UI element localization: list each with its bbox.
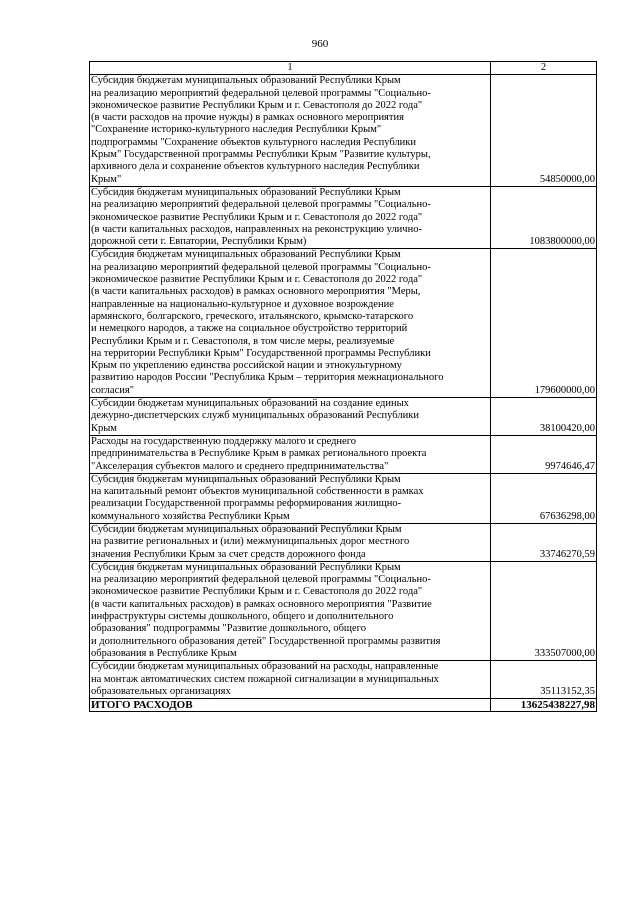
expense-description: [90, 435, 491, 473]
description-line: Расходы на государственную поддержку малого и среднего: [91, 435, 357, 447]
description-line: "Акселерация субъектов малого и среднего предпринимательства": [91, 460, 389, 472]
description-line: Крым" Государственной программы Республики Крым "Развитие культуры,: [91, 149, 431, 161]
description-line: на реализацию мероприятий федеральной целевой программы "Социально-: [91, 199, 431, 211]
table-row: [90, 473, 597, 523]
description-line: на монтаж автоматических систем пожарной сигнализации в муниципальных: [91, 673, 439, 685]
description-line: (в части капитальных расходов) в рамках основного мероприятия "Меры,: [91, 286, 421, 298]
expense-amount: 38100420,00: [491, 398, 597, 436]
expense-amount: 33746270,59: [491, 523, 597, 561]
expense-amount: 333507000,00: [491, 561, 597, 660]
description-line: значения Республики Крым за счет средств дорожного фонда: [91, 548, 366, 560]
expense-description: [90, 398, 491, 436]
table-row: [90, 661, 597, 699]
description-line: реализации Государственной программы реформирования жилищно-: [91, 498, 402, 510]
description-line: экономическое развитие Республики Крым и г. Севастополя до 2022 года": [91, 274, 423, 286]
table-row: [90, 398, 597, 436]
description-line: на реализацию мероприятий федеральной целевой программы "Социально-: [91, 261, 431, 273]
description-line: развитию народов России "Республика Крым – территория межнационального: [91, 372, 444, 384]
description-line: экономическое развитие Республики Крым и г. Севастополя до 2022 года": [91, 99, 423, 111]
description-line: армянского, болгарского, греческого, итальянского, крымско-татарского: [91, 310, 414, 322]
description-line: (в части расходов на прочие нужды) в рамках основного мероприятия: [91, 112, 404, 124]
description-line: и немецкого народов, а также на социальное обустройство территорий: [91, 323, 408, 335]
description-line: экономическое развитие Республики Крым и г. Севастополя до 2022 года": [91, 586, 423, 598]
description-line: образования" подпрограммы "Развитие дошкольного, общего: [91, 623, 366, 635]
expense-description: [90, 661, 491, 699]
description-line: образования в Республике Крым: [91, 647, 237, 659]
description-line: дорожной сети г. Евпатории, Республики Крым): [91, 236, 307, 248]
description-line: Субсидии бюджетам муниципальных образований на расходы, направленные: [91, 661, 439, 673]
expense-amount: 67636298,00: [491, 473, 597, 523]
description-line: Субсидия бюджетам муниципальных образований Республики Крым: [91, 249, 401, 261]
description-line: на реализацию мероприятий федеральной целевой программы "Социально-: [91, 574, 431, 586]
table-header-row: [90, 62, 597, 75]
expense-description: [90, 473, 491, 523]
total-amount: 13625438227,98: [491, 699, 597, 712]
expense-description: [90, 75, 491, 187]
table-row: [90, 249, 597, 398]
description-line: дежурно-диспетчерских служб муниципальных образований Республики: [91, 410, 419, 422]
description-line: Субсидии бюджетам муниципальных образований Республики Крым: [91, 523, 402, 535]
table-row: [90, 75, 597, 187]
table-row: [90, 186, 597, 248]
description-line: Субсидия бюджетам муниципальных образований Республики Крым: [91, 75, 401, 87]
expense-description: [90, 249, 491, 398]
expense-amount: 9974646,47: [491, 435, 597, 473]
description-line: (в части капитальных расходов, направленных на реконструкцию улично-: [91, 223, 422, 235]
description-line: согласия": [91, 384, 134, 396]
expense-amount: 35113152,35: [491, 661, 597, 699]
description-line: "Сохранение историко-культурного наследия Республики Крым": [91, 124, 382, 136]
description-line: (в части капитальных расходов) в рамках основного мероприятия "Развитие: [91, 598, 432, 610]
description-line: на территории Республики Крым" Государственной программы Республики: [91, 347, 431, 359]
expense-amount: 54850000,00: [491, 75, 597, 187]
description-line: Республики Крым и г. Севастополя, в том числе меры, реализуемые: [91, 335, 395, 347]
description-line: направленные на национально-культурное и духовное возрождение: [91, 298, 394, 310]
description-line: экономическое развитие Республики Крым и г. Севастополя до 2022 года": [91, 211, 423, 223]
table-row: [90, 523, 597, 561]
expense-description: [90, 523, 491, 561]
expenditure-table: [89, 61, 597, 712]
total-row: [90, 699, 597, 712]
description-line: подпрограммы "Сохранение объектов культурного наследия Республики: [91, 136, 417, 148]
description-line: Субсидия бюджетам муниципальных образований Республики Крым: [91, 561, 401, 573]
description-line: на развитие региональных и (или) межмуниципальных дорог местного: [91, 536, 410, 548]
total-label: ИТОГО РАСХОДОВ: [90, 699, 491, 712]
table-row: [90, 435, 597, 473]
description-line: коммунального хозяйства Республики Крым: [91, 510, 290, 522]
table-row: [90, 561, 597, 660]
description-line: на реализацию мероприятий федеральной целевой программы "Социально-: [91, 87, 431, 99]
description-line: инфраструктуры системы дошкольного, общего и дополнительного: [91, 611, 394, 623]
description-line: Крым: [91, 422, 117, 434]
description-line: архивного дела и сохранение объектов культурного наследия Республики: [91, 161, 420, 173]
expense-amount: 179600000,00: [491, 249, 597, 398]
page-number: 960: [311, 38, 329, 50]
column-header-2: 2: [491, 62, 597, 75]
expense-amount: 1083800000,00: [491, 186, 597, 248]
description-line: предпринимательства в Республике Крым в рамках регионального проекта: [91, 448, 427, 460]
description-line: образовательных организациях: [91, 685, 231, 697]
description-line: Крым по укреплению единства российской нации и этнокультурному: [91, 360, 402, 372]
description-line: Субсидии бюджетам муниципальных образований на создание единых: [91, 398, 409, 410]
expense-description: [90, 561, 491, 660]
column-header-1: 1: [90, 62, 491, 75]
description-line: и дополнительного образования детей" Государственной программы развития: [91, 635, 441, 647]
description-line: Крым": [91, 173, 122, 185]
description-line: на капитальный ремонт объектов муниципальной собственности в рамках: [91, 486, 424, 498]
description-line: Субсидия бюджетам муниципальных образований Республики Крым: [91, 473, 401, 485]
expense-description: [90, 186, 491, 248]
description-line: Субсидия бюджетам муниципальных образований Республики Крым: [91, 186, 401, 198]
